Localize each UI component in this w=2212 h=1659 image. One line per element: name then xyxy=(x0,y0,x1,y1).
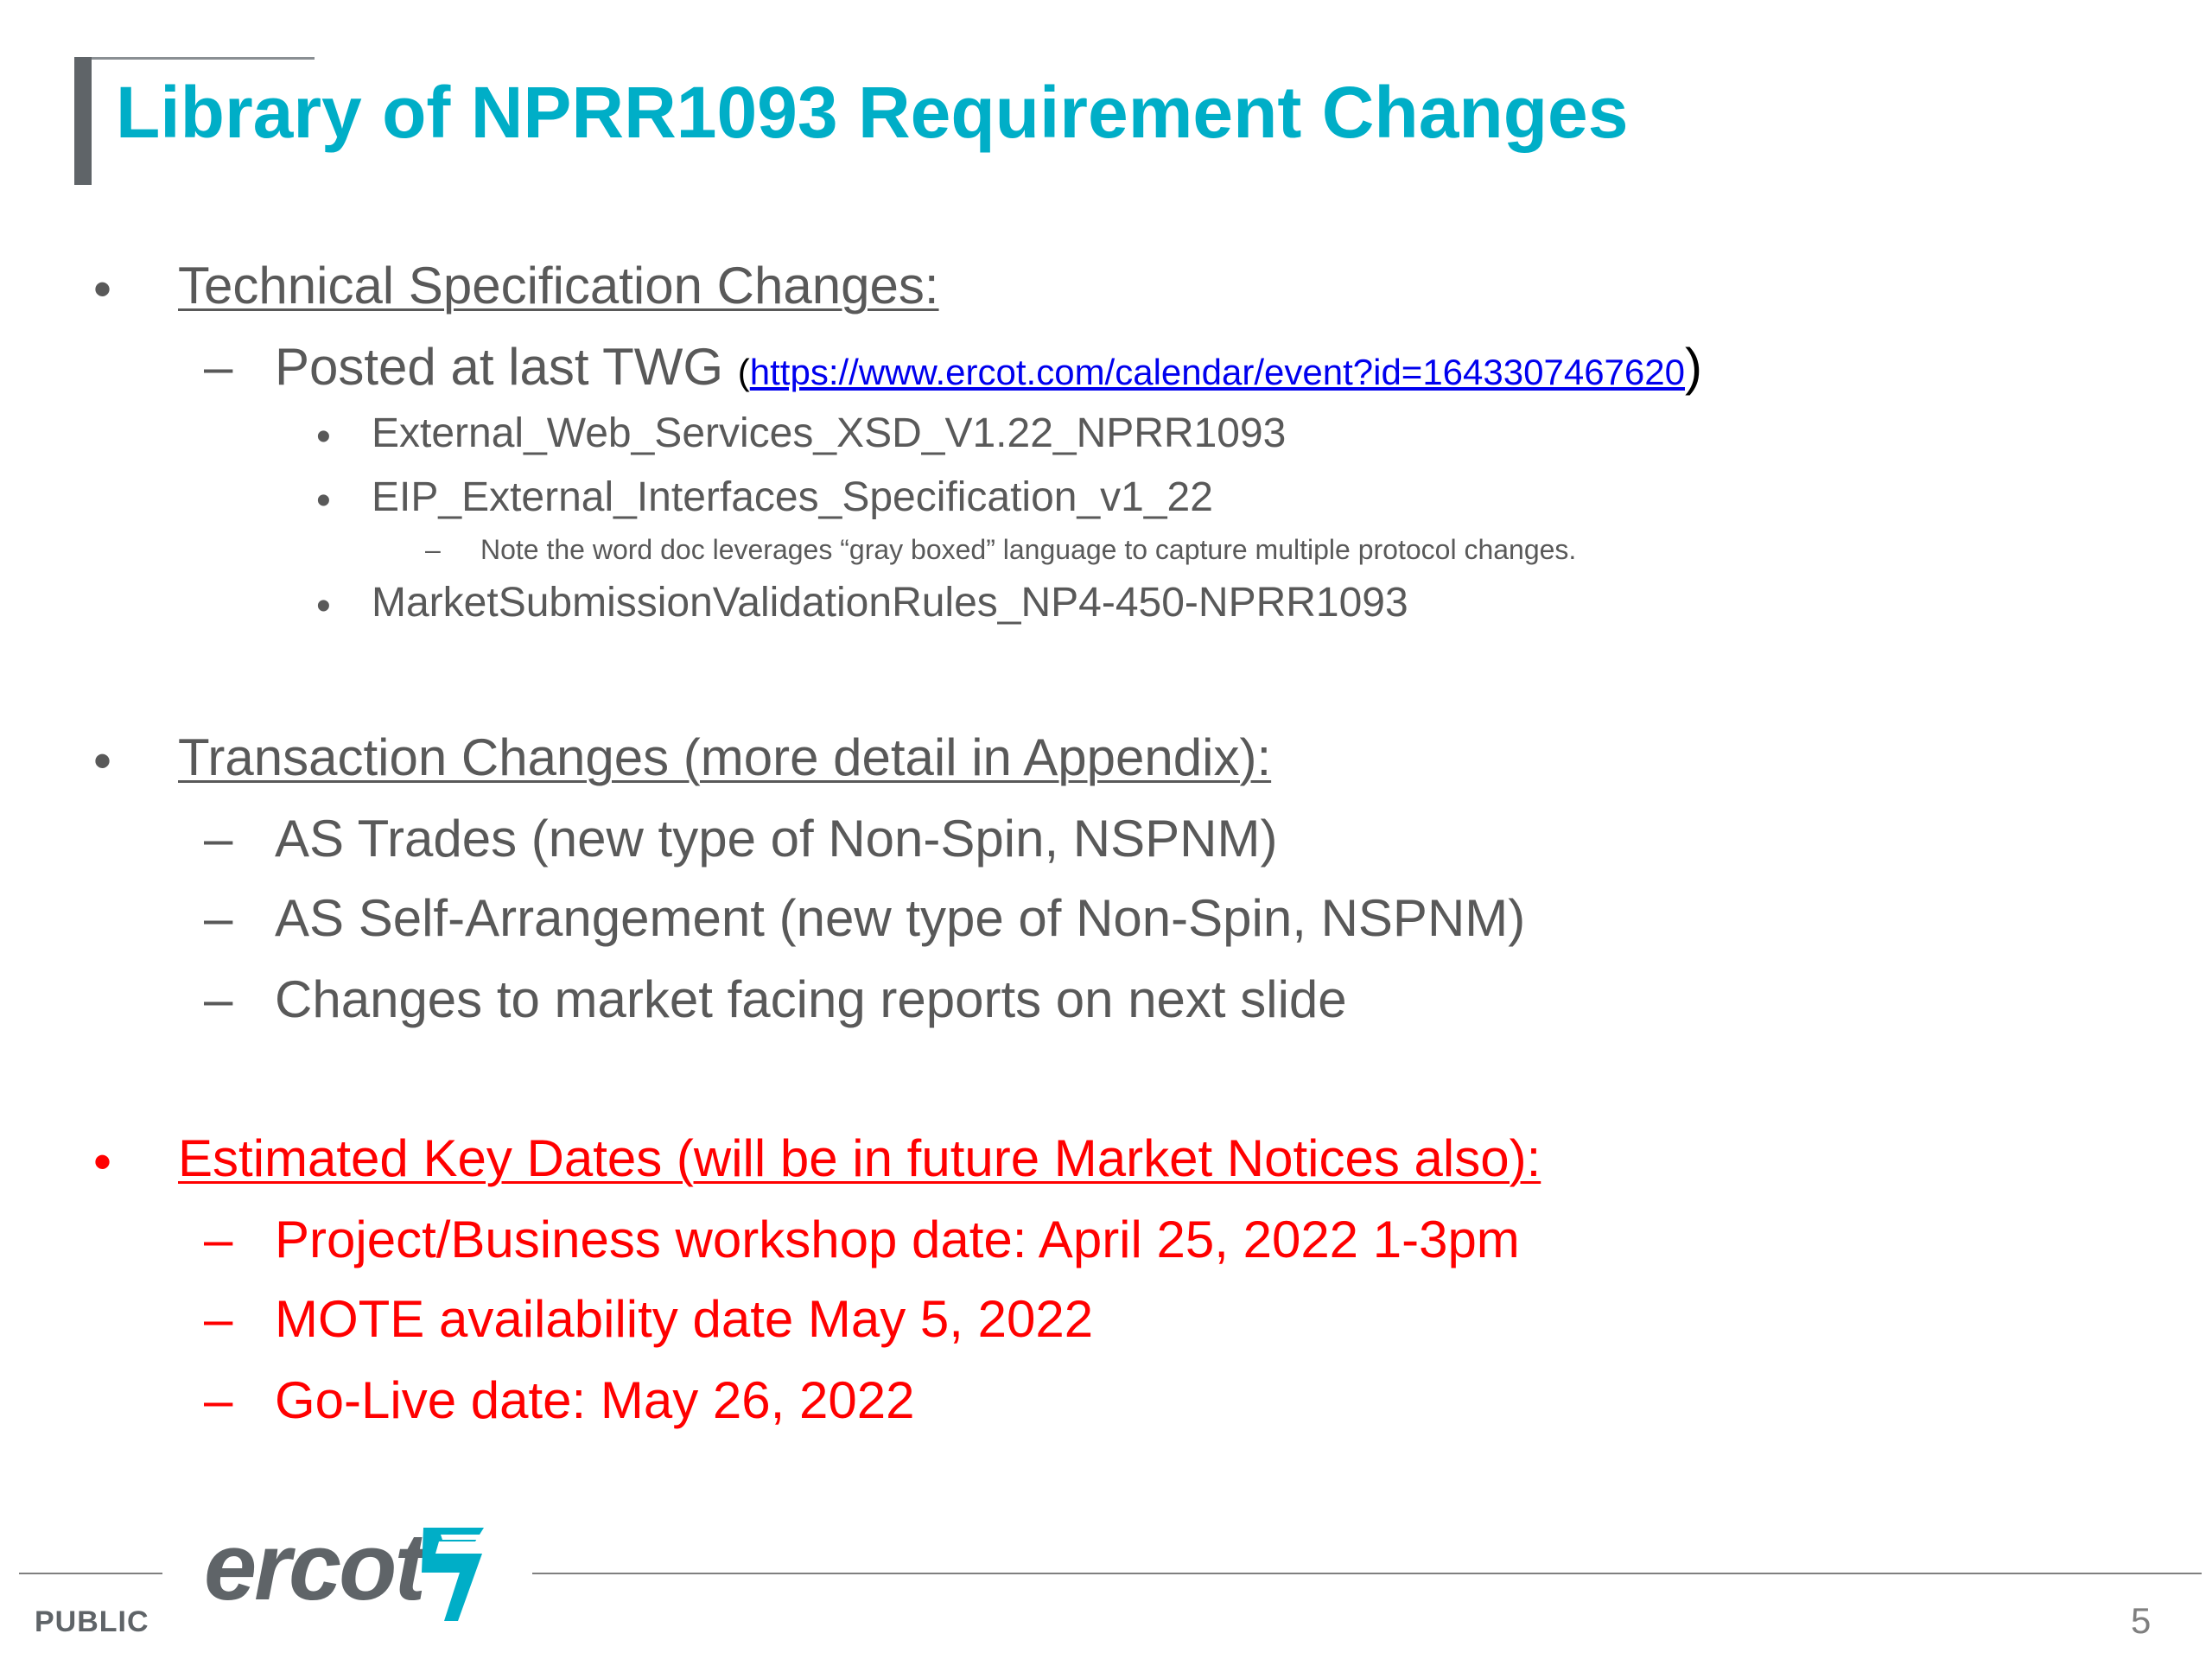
twg-event-link[interactable]: https://www.ercot.com/calendar/event?id=1643307467620 xyxy=(749,352,1685,392)
ercot-logo-text: ercot xyxy=(204,1514,423,1620)
transaction-item: Changes to market facing reports on next slide xyxy=(275,970,1347,1028)
footer-rule-right xyxy=(532,1573,2202,1574)
dash-marker: – xyxy=(204,1211,233,1268)
bullet-marker: • xyxy=(316,414,331,460)
dash-marker: – xyxy=(204,1371,233,1429)
transaction-heading: Transaction Changes (more detail in Appendix): xyxy=(178,728,1272,786)
transaction-item: AS Trades (new type of Non-Spin, NSPNM) xyxy=(275,810,1278,868)
key-date-item: MOTE availability date May 5, 2022 xyxy=(275,1290,1094,1348)
dates-heading: Estimated Key Dates (will be in future Market Notices also): xyxy=(178,1129,1541,1187)
link-open-paren: ( xyxy=(737,352,750,392)
bullet-marker: • xyxy=(93,1133,112,1191)
file-xsd: External_Web_Services_XSD_V1.22_NPRR1093 xyxy=(372,410,1287,456)
posted-line xyxy=(275,337,1702,397)
dash-marker: – xyxy=(425,534,441,565)
technical-heading: Technical Specification Changes: xyxy=(178,257,939,315)
posted-prefix: Posted at last TWG xyxy=(275,338,738,396)
dash-marker: – xyxy=(204,1290,233,1348)
page-number: 5 xyxy=(2131,1600,2152,1641)
dash-marker: – xyxy=(204,810,233,868)
classification-label: PUBLIC xyxy=(35,1605,149,1638)
dash-marker: – xyxy=(204,889,233,947)
bullet-marker: • xyxy=(93,732,112,790)
file-eip-spec: EIP_External_Interfaces_Specification_v1_22 xyxy=(372,474,1213,520)
dash-marker: – xyxy=(204,970,233,1028)
dash-marker: – xyxy=(204,338,233,396)
title-bracket-top xyxy=(74,57,315,60)
key-date-item: Go-Live date: May 26, 2022 xyxy=(275,1371,915,1429)
footer-rule-left xyxy=(19,1573,162,1574)
gray-box-note: Note the word doc leverages “gray boxed” language to capture multiple protocol changes. xyxy=(480,534,1577,565)
bullet-marker: • xyxy=(316,478,331,524)
key-date-item: Project/Business workshop date: April 25, 2022 1-3pm xyxy=(275,1211,1520,1268)
bullet-marker: • xyxy=(316,583,331,629)
ercot-bolt-icon xyxy=(406,1519,501,1631)
link-close-paren: ) xyxy=(1684,338,1702,396)
title-bracket-bar xyxy=(74,57,92,185)
bullet-marker: • xyxy=(93,260,112,318)
transaction-item: AS Self-Arrangement (new type of Non-Spin, NSPNM) xyxy=(275,889,1526,947)
slide-title: Library of NPRR1093 Requirement Changes xyxy=(116,72,1629,153)
file-validation-rules: MarketSubmissionValidationRules_NP4-450-NPRR1093 xyxy=(372,580,1408,626)
